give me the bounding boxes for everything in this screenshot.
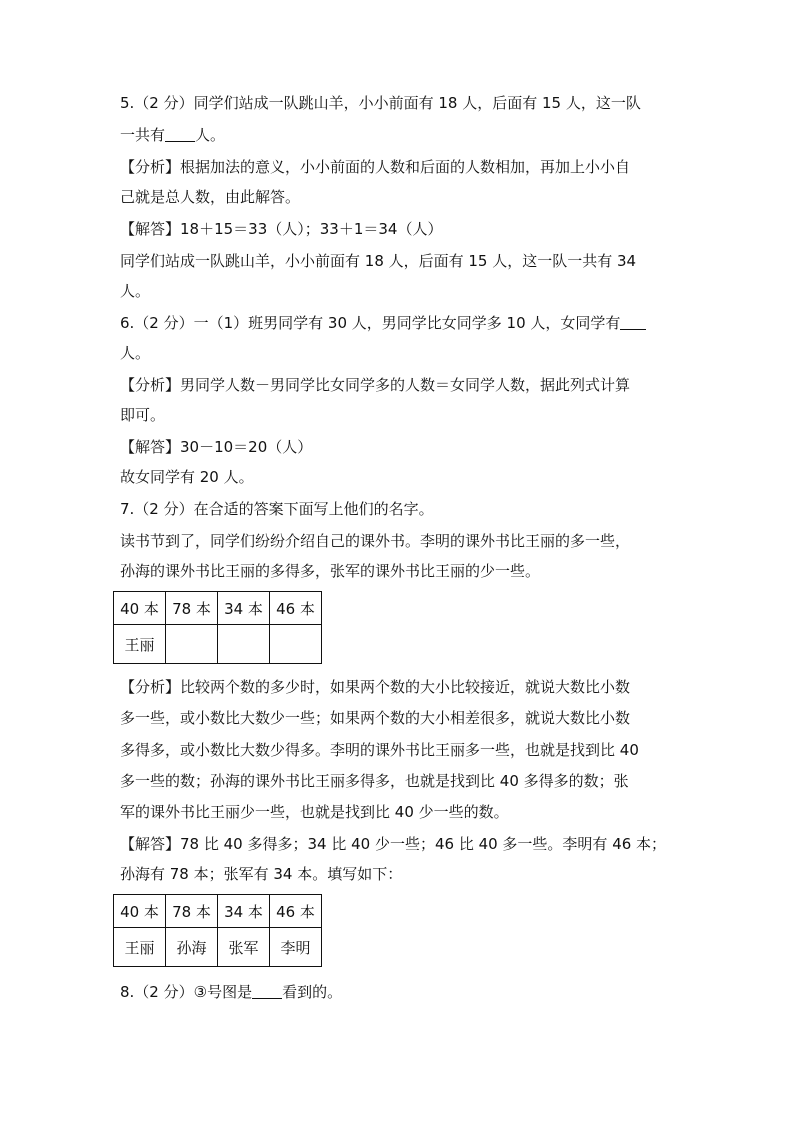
table-cell: 34 本 [218,592,270,625]
q7-analysis-line3: 多得多，或小数比大数少得多。李明的课外书比王丽多一些，也就是找到比 40 [120,741,639,759]
answer-blank [620,315,646,330]
table-cell: 孙海 [166,928,218,967]
table-row [114,928,322,967]
q5-conclusion-line2: 人。 [120,282,151,300]
table-cell: 李明 [270,928,322,967]
q7-stem-line3: 孙海的课外书比王丽的多得多，张军的课外书比王丽的少一些。 [120,562,541,580]
table-cell: 46 本 [270,895,322,928]
q5-stem-line2: 一共有 人。 [120,126,226,144]
table-cell: 王丽 [114,625,166,664]
q5-analysis-line1: 【分析】根据加法的意义，小小前面的人数和后面的人数相加，再加上小小自 [120,158,631,176]
table-cell: 46 本 [270,592,322,625]
q7-analysis-line5: 军的课外书比王丽少一些，也就是找到比 40 少一些的数。 [120,803,509,821]
table-cell: 78 本 [166,592,218,625]
answer-blank [165,127,195,142]
table-cell: 40 本 [114,895,166,928]
table-row [114,625,322,664]
q6-analysis-line2: 即可。 [120,406,166,424]
q5-conclusion-line1: 同学们站成一队跳山羊，小小前面有 18 人，后面有 15 人，这一队一共有 34 [120,252,637,270]
q7-analysis-line4: 多一些的数；孙海的课外书比王丽多得多，也就是找到比 40 多得多的数；张 [120,772,629,790]
q7-stem-line2: 读书节到了，同学们纷纷介绍自己的课外书。李明的课外书比王丽的多一些， [120,532,631,550]
q7-answer-line1: 【解答】78 比 40 多得多；34 比 40 少一些；46 比 40 多一些。李明有 46 本； [120,835,667,853]
q6-answer: 【解答】30－10＝20（人） [120,438,313,456]
q7-analysis-line1: 【分析】比较两个数的多少时，如果两个数的大小比较接近，就说大数比小数 [120,678,631,696]
q5-analysis-line2: 己就是总人数，由此解答。 [120,188,301,206]
table-cell [166,625,218,664]
q5-stem-line1: 5.（2 分）同学们站成一队跳山羊，小小前面有 18 人，后面有 15 人，这一队 [120,94,641,112]
table-cell [270,625,322,664]
q7-analysis-line2: 多一些，或小数比大数少一些；如果两个数的大小相差很多，就说大数比小数 [120,709,631,727]
q5-answer: 【解答】18＋15＝33（人）；33＋1＝34（人） [120,220,443,238]
q8-stem: 8.（2 分）③号图是 看到的。 [120,983,343,1001]
table-cell: 40 本 [114,592,166,625]
table-row [114,592,322,625]
table-cell [218,625,270,664]
table-cell: 78 本 [166,895,218,928]
table-cell: 王丽 [114,928,166,967]
q6-stem-line2: 人。 [120,344,151,362]
table-row [114,895,322,928]
q7-answer-line2: 孙海有 78 本；张军有 34 本。填写如下： [120,865,403,883]
table-cell: 张军 [218,928,270,967]
q6-stem-line1: 6.（2 分）一（1）班男同学有 30 人，男同学比女同学多 10 人，女同学有 [120,313,646,333]
table-cell: 34 本 [218,895,270,928]
answer-blank [252,984,282,999]
q6-conclusion: 故女同学有 20 人。 [120,468,254,486]
q7-question-table [113,591,322,664]
q7-stem-line1: 7.（2 分）在合适的答案下面写上他们的名字。 [120,500,434,518]
q7-answer-table [113,894,322,967]
q6-analysis-line1: 【分析】男同学人数－男同学比女同学多的人数＝女同学人数，据此列式计算 [120,376,631,394]
